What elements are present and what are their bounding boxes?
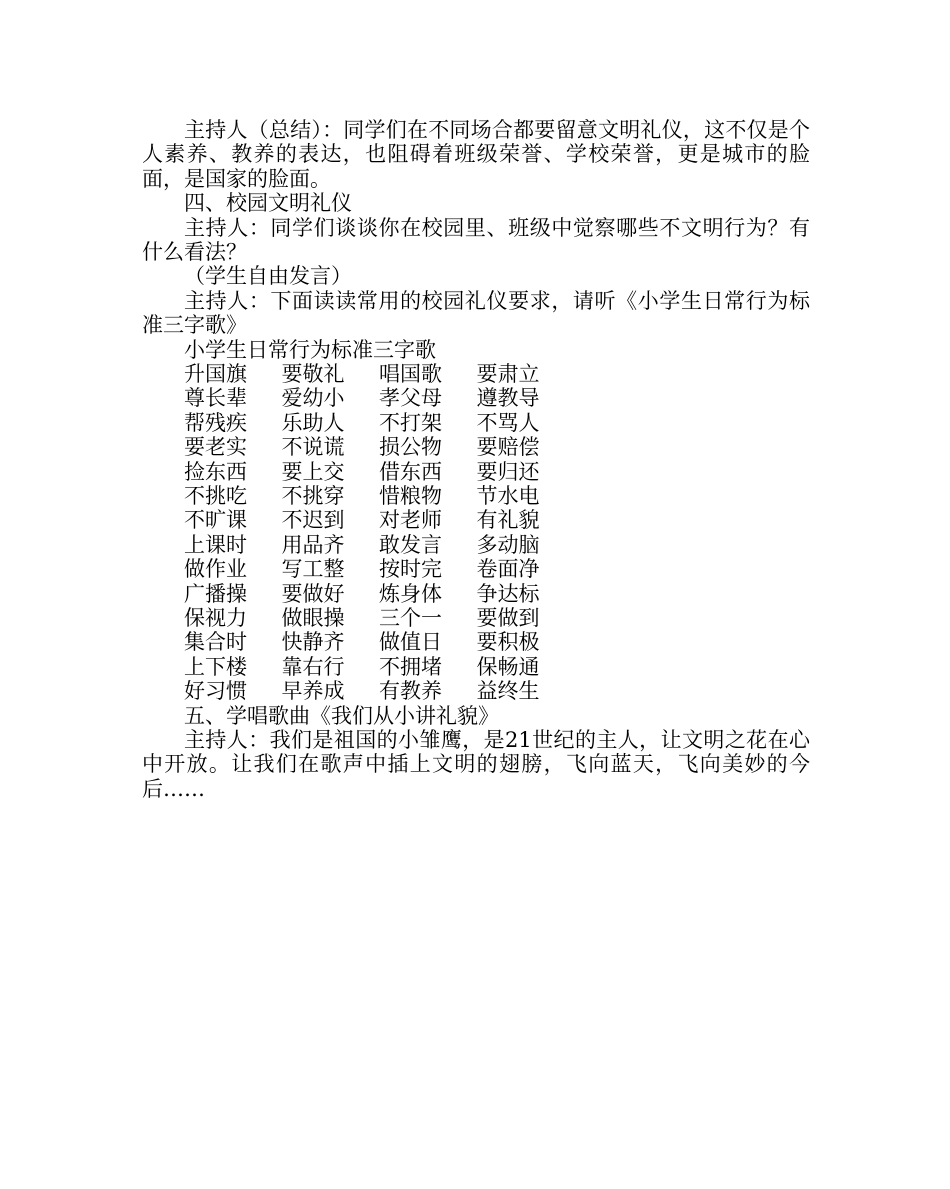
song-phrase: 借东西 — [379, 459, 442, 484]
song-phrase: 惜粮物 — [379, 484, 442, 509]
song-row — [142, 582, 810, 606]
song-row — [142, 386, 810, 410]
song-phrase: 要敬礼 — [281, 362, 345, 387]
song-phrase: 炼身体 — [379, 581, 442, 606]
paragraph-closing: 主持人：我们是祖国的小雏鹰，是21世纪的主人，让文明之花在心中开放。让我们在歌声中插上文明的翅膀，飞向蓝天，飞向美妙的今后…… — [142, 727, 810, 801]
song-phrase: 三个一 — [379, 605, 442, 630]
song-phrase: 保畅通 — [476, 654, 540, 679]
song-row — [142, 411, 810, 435]
song-phrase: 乐助人 — [281, 410, 345, 435]
song-phrase: 不说谎 — [281, 435, 345, 460]
song-phrase: 要肃立 — [476, 362, 540, 387]
song-phrase: 用品齐 — [281, 532, 345, 557]
song-phrase: 益终生 — [476, 679, 540, 704]
song-phrase: 升国旗 — [184, 362, 247, 387]
paragraph-student-speech: （学生自由发言） — [184, 264, 352, 289]
song-phrase: 写工整 — [281, 557, 345, 582]
paragraph-host-intro-song: 主持人：下面读读常用的校园礼仪要求，请听《小学生日常行为标准三字歌》 — [142, 288, 810, 338]
song-row — [142, 606, 810, 630]
song-phrase: 不打架 — [379, 410, 442, 435]
song-phrase: 要做到 — [476, 605, 540, 630]
song-phrase: 靠右行 — [281, 654, 345, 679]
song-phrase: 孝父母 — [379, 386, 442, 411]
song-phrase: 要积极 — [476, 630, 540, 655]
song-phrase: 要赔偿 — [476, 435, 540, 460]
song-phrase: 按时完 — [379, 557, 442, 582]
song-phrase: 要做好 — [281, 581, 345, 606]
song-title: 小学生日常行为标准三字歌 — [184, 337, 436, 362]
song-phrase: 不迟到 — [281, 508, 345, 533]
song-phrase: 不挑穿 — [281, 484, 345, 509]
song-phrase: 做眼操 — [281, 605, 345, 630]
song-phrase: 做作业 — [184, 557, 247, 582]
song-phrase: 尊长辈 — [184, 386, 247, 411]
song-phrase: 要上交 — [281, 459, 345, 484]
song-row — [142, 460, 810, 484]
song-verses — [142, 362, 810, 703]
song-row — [142, 655, 810, 679]
paragraph-host-question: 主持人：同学们谈谈你在校园里、班级中觉察哪些不文明行为？有什么看法？ — [142, 215, 810, 265]
paragraph-summary: 主持人（总结）：同学们在不同场合都要留意文明礼仪，这不仅是个人素养、教养的表达，也阻碍着班级荣誉、学校荣誉，更是城市的脸面，是国家的脸面。 — [142, 118, 810, 191]
song-phrase: 节水电 — [476, 484, 540, 509]
song-phrase: 帮残疾 — [184, 410, 247, 435]
song-phrase: 好习惯 — [184, 679, 247, 704]
document-body — [142, 118, 810, 801]
song-phrase: 保视力 — [184, 605, 247, 630]
song-phrase: 损公物 — [379, 435, 442, 460]
song-phrase: 多动脑 — [476, 532, 540, 557]
song-phrase: 快静齐 — [281, 630, 345, 655]
song-phrase: 不拥堵 — [379, 654, 442, 679]
section-heading-campus-etiquette: 四、校园文明礼仪 — [184, 191, 352, 216]
song-row — [142, 362, 810, 386]
song-row — [142, 435, 810, 459]
song-row — [142, 557, 810, 581]
song-row — [142, 484, 810, 508]
song-phrase: 捡东西 — [184, 459, 247, 484]
song-phrase: 不骂人 — [476, 410, 540, 435]
song-phrase: 不旷课 — [184, 508, 247, 533]
song-phrase: 对老师 — [379, 508, 442, 533]
song-row — [142, 630, 810, 654]
song-phrase: 遵教导 — [476, 386, 540, 411]
song-phrase: 要老实 — [184, 435, 247, 460]
song-phrase: 敢发言 — [379, 532, 442, 557]
song-phrase: 早养成 — [281, 679, 345, 704]
song-phrase: 不挑吃 — [184, 484, 247, 509]
song-phrase: 集合时 — [184, 630, 247, 655]
song-phrase: 要归还 — [476, 459, 540, 484]
song-phrase: 上课时 — [184, 532, 247, 557]
song-phrase: 有礼貌 — [476, 508, 540, 533]
song-row — [142, 533, 810, 557]
song-phrase: 广播操 — [184, 581, 247, 606]
song-row — [142, 508, 810, 532]
song-phrase: 上下楼 — [184, 654, 247, 679]
song-phrase: 做值日 — [379, 630, 442, 655]
song-phrase: 唱国歌 — [379, 362, 442, 387]
song-phrase: 爱幼小 — [281, 386, 345, 411]
song-phrase: 卷面净 — [476, 557, 540, 582]
song-row — [142, 679, 810, 703]
song-phrase: 争达标 — [476, 581, 540, 606]
section-heading-sing-song: 五、学唱歌曲《我们从小讲礼貌》 — [184, 703, 499, 728]
song-phrase: 有教养 — [379, 679, 442, 704]
